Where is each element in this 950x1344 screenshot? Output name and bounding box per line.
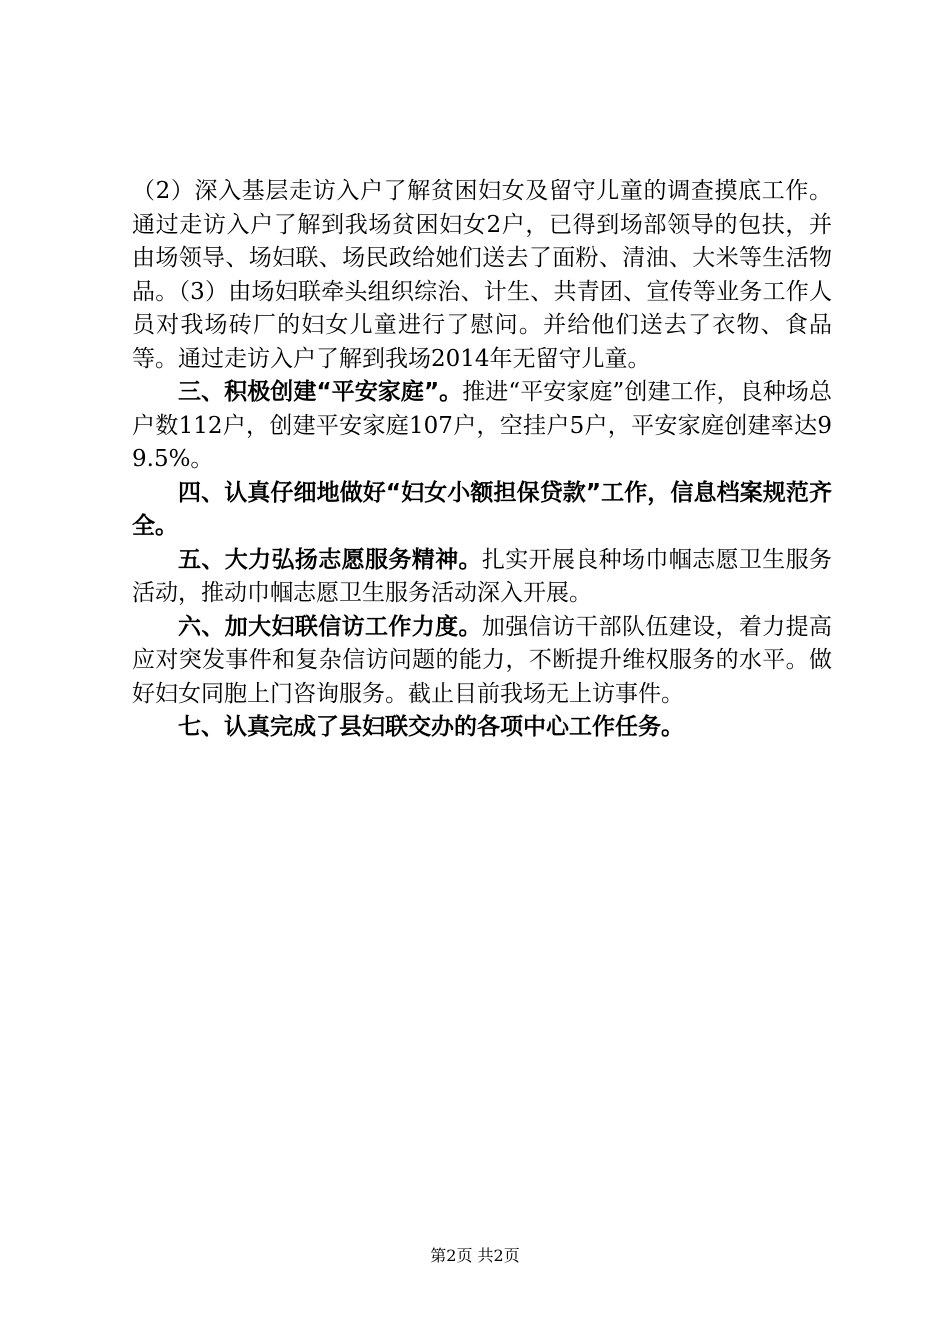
paragraph-lead: 六、加大妇联信访工作力度。 (178, 613, 482, 640)
paragraph-text: 扎实开展良种场巾帼志愿卫生服务活动，推动巾帼志愿卫生服务活动深入开展。 (132, 546, 833, 606)
paragraph-lead: 四、认真仔细地做好“妇女小额担保贷款”工作，信息档案规范齐全。 (132, 479, 832, 539)
paragraph-microloan (132, 477, 832, 544)
paragraph-text: 推进“平安家庭”创建工作，良种场总户数112户，创建平安家庭107户，空挂户5户，平安家庭创建率达99.5%。 (132, 379, 832, 472)
paragraph-lead: 五、大力弘扬志愿服务精神。 (178, 546, 482, 573)
paragraph-safe-family (132, 376, 832, 477)
paragraph-lead: 七、认真完成了县妇联交办的各项中心工作任务。 (178, 714, 684, 740)
document-body (132, 175, 832, 745)
paragraph-petition (132, 611, 832, 712)
paragraph-volunteer (132, 544, 832, 611)
paragraph-lead: 三、积极创建“平安家庭”。 (178, 379, 463, 405)
page-number-footer: 第2页 共2页 (430, 1246, 520, 1265)
paragraph-county-tasks (132, 711, 832, 745)
paragraph-text: （2）深入基层走访入户了解贫困妇女及留守儿童的调查摸底工作。通过走访入户了解到我场贫困妇女2户，已得到场部领导的包扶，并由场领导、场妇联、场民政给她们送去了面粉、清油、大米等生活物品。（3）由场妇联牵头组织综治、计生、共青团、宣传等业务工作人员对我场砖厂的妇女儿童进行了慰问。并给他们送去了衣物、食品等。通过走访入户了解到我场2014年无留守儿童。 (132, 178, 832, 372)
paragraph-text: 加强信访干部队伍建设，着力提高应对突发事件和复杂信访问题的能力，不断提升维权服务的水平。做好妇女同胞上门咨询服务。截止目前我场无上访事件。 (132, 613, 833, 707)
paragraph-survey-visits (132, 175, 832, 376)
